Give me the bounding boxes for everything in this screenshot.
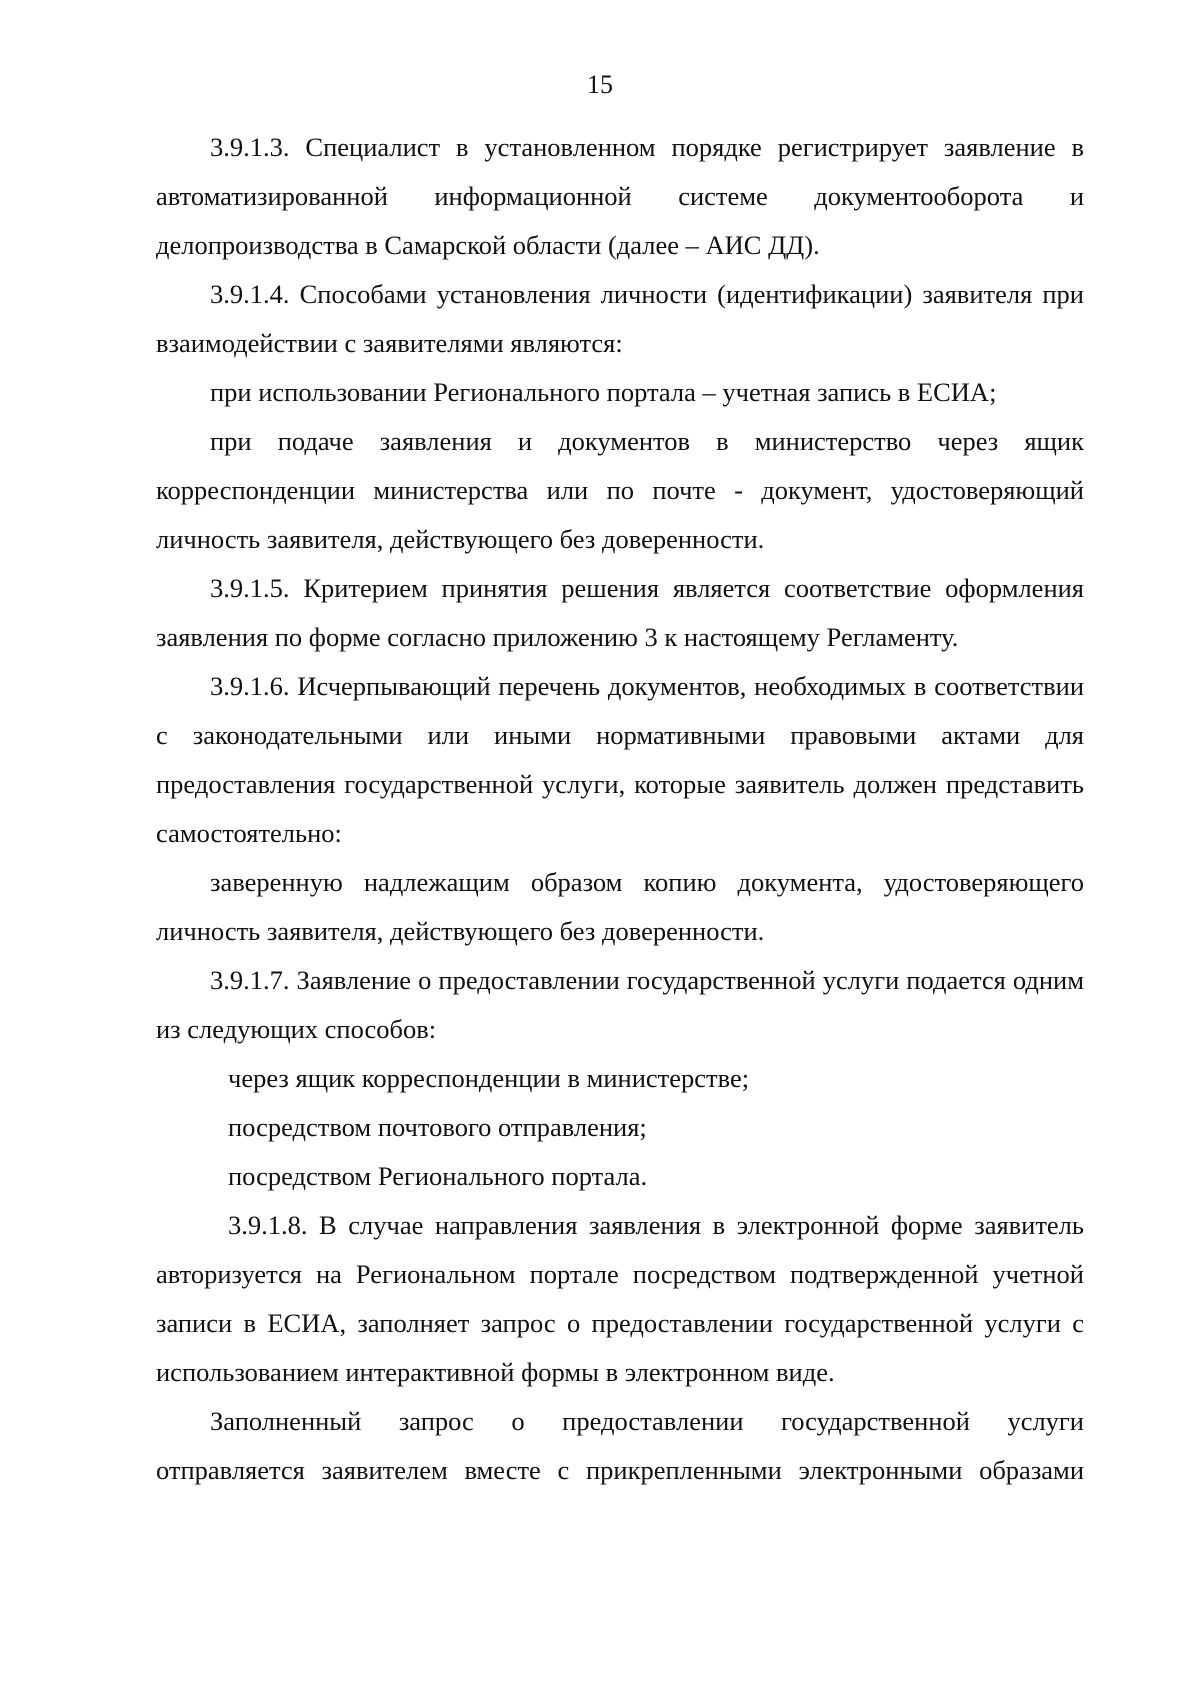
list-item-certified-copy: заверенную надлежащим образом копию документа, удостоверяющего личность заявителя, действующего без доверенности.	[156, 867, 1084, 946]
paragraph-3-9-1-4: 3.9.1.4. Способами установления личности (идентификации) заявителя при взаимодействии с заявителями являются:	[156, 279, 1084, 358]
paragraph-filled-request: Заполненный запрос о предоставлении государственной услуги отправляется заявителем вместе с прикрепленными электронными образами	[156, 1406, 1084, 1485]
paragraph-3-9-1-6: 3.9.1.6. Исчерпывающий перечень документов, необходимых в соответствии с законодательными или иными нормативными правовыми актами для предоставления государственной услуги, которые заявитель должен представить самостоятельно:	[156, 671, 1084, 848]
list-item-regional-portal-esia: при использовании Регионального портала – учетная запись в ЕСИА;	[210, 377, 997, 407]
paragraph-3-9-1-3: 3.9.1.3. Специалист в установленном порядке регистрирует заявление в автоматизированной информационной системе документооборота и делопроизводства в Самарской области (далее – АИС ДД).	[156, 132, 1084, 260]
paragraph-3-9-1-8: 3.9.1.8. В случае направления заявления в электронной форме заявитель авторизуется на Региональном портале посредством подтвержденной учетной записи в ЕСИА, заполняет запрос о предоставлении государственной услуги с использованием интерактивной формы в электронном виде.	[156, 1210, 1084, 1387]
page-number: 15	[587, 70, 613, 99]
list-item-postal-mail: посредством почтового отправления;	[228, 1112, 647, 1142]
list-item-mailbox-or-post: при подаче заявления и документов в министерство через ящик корреспонденции министерства или по почте - документ, удостоверяющий личность заявителя, действующего без доверенности.	[156, 426, 1084, 554]
document-body	[156, 123, 1084, 1495]
list-item-regional-portal: посредством Регионального портала.	[228, 1161, 648, 1191]
paragraph-3-9-1-5: 3.9.1.5. Критерием принятия решения является соответствие оформления заявления по форме согласно приложению 3 к настоящему Регламенту.	[156, 573, 1084, 652]
paragraph-3-9-1-7: 3.9.1.7. Заявление о предоставлении государственной услуги подается одним из следующих способов:	[156, 965, 1084, 1044]
list-item-ministry-mailbox: через ящик корреспонденции в министерстве;	[228, 1063, 750, 1093]
